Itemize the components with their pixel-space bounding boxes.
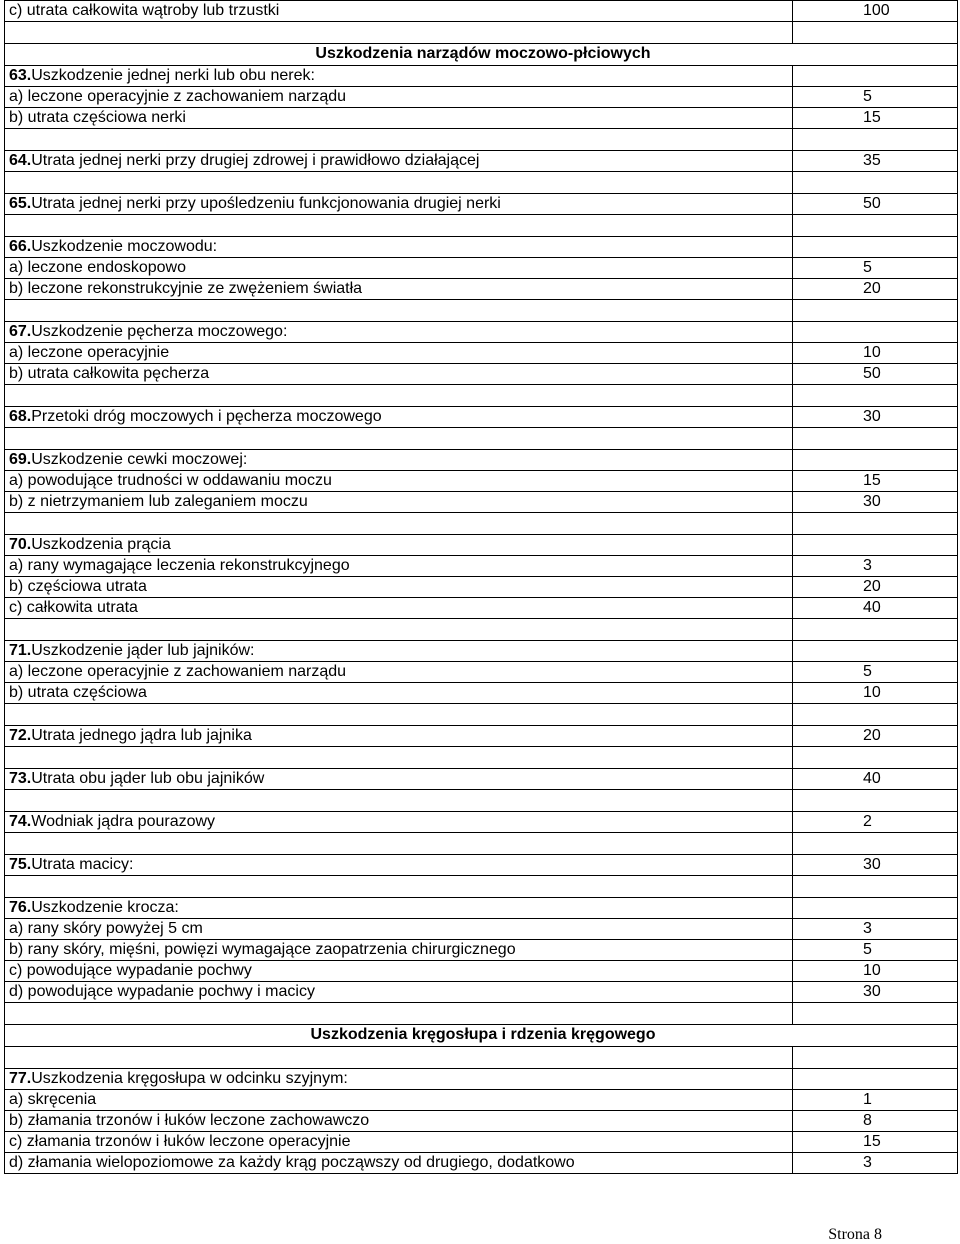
item-label	[5, 258, 793, 279]
percent-value: 20	[793, 726, 958, 747]
table-row	[5, 556, 958, 577]
table-row	[5, 898, 958, 919]
table-row	[5, 940, 958, 961]
table-row	[5, 1132, 958, 1153]
spacer-row	[5, 1047, 958, 1069]
spacer-row	[5, 1003, 958, 1025]
item-text: Utrata jednej nerki przy drugiej zdrowej i prawidłowo działającej	[31, 152, 480, 169]
empty-cell	[5, 22, 793, 44]
item-number: 69.	[9, 451, 32, 468]
percent-value: 10	[793, 343, 958, 364]
empty-cell	[5, 129, 793, 151]
table-row	[5, 108, 958, 129]
empty-cell	[793, 833, 958, 855]
empty-cell	[5, 619, 793, 641]
empty-cell	[793, 704, 958, 726]
table-row	[5, 471, 958, 492]
percent-value: 3	[793, 556, 958, 577]
percent-value: 30	[793, 492, 958, 513]
item-title	[5, 407, 793, 428]
item-text: Przetoki dróg moczowych i pęcherza moczowego	[31, 408, 382, 425]
item-label	[5, 577, 793, 598]
percent-value: 35	[793, 151, 958, 172]
percent-value	[793, 535, 958, 556]
spacer-row	[5, 747, 958, 769]
item-text: b) utrata częściowa	[9, 684, 147, 701]
item-number: 70.	[9, 536, 32, 553]
percent-value	[793, 898, 958, 919]
empty-cell	[5, 513, 793, 535]
item-title	[5, 855, 793, 876]
item-text: a) leczone operacyjnie z zachowaniem narządu	[9, 663, 347, 680]
item-label	[5, 471, 793, 492]
item-text: Uszkodzenie jednej nerki lub obu nerek:	[31, 67, 315, 84]
item-text: d) złamania wielopoziomowe za każdy krąg począwszy od drugiego, dodatkowo	[9, 1154, 575, 1171]
item-text: a) rany skóry powyżej 5 cm	[9, 920, 203, 937]
table-row	[5, 855, 958, 876]
empty-cell	[793, 428, 958, 450]
percent-value: 5	[793, 87, 958, 108]
empty-cell	[793, 300, 958, 322]
percent-value: 5	[793, 662, 958, 683]
item-text: a) powodujące trudności w oddawaniu moczu	[9, 472, 332, 489]
table-row	[5, 1, 958, 22]
item-text: Utrata jednego jądra lub jajnika	[31, 727, 252, 744]
item-text: b) złamania trzonów i łuków leczone zachowawczo	[9, 1112, 370, 1129]
percent-value: 3	[793, 919, 958, 940]
item-text: c) powodujące wypadanie pochwy	[9, 962, 252, 979]
item-label	[5, 1132, 793, 1153]
item-number: 71.	[9, 642, 32, 659]
table-row	[5, 1111, 958, 1132]
percent-value: 30	[793, 982, 958, 1003]
percent-value: 40	[793, 769, 958, 790]
item-label	[5, 662, 793, 683]
percent-value: 10	[793, 961, 958, 982]
item-text: Utrata macicy:	[31, 856, 134, 873]
item-label	[5, 1, 793, 22]
empty-cell	[5, 428, 793, 450]
item-label	[5, 919, 793, 940]
percent-value: 2	[793, 812, 958, 833]
item-text: Uszkodzenia kręgosłupa w odcinku szyjnym:	[31, 1070, 348, 1087]
item-label	[5, 108, 793, 129]
table-row	[5, 194, 958, 215]
item-text: b) utrata częściowa nerki	[9, 109, 186, 126]
table-row	[5, 662, 958, 683]
table-row	[5, 237, 958, 258]
section-header-row	[5, 1025, 958, 1047]
table-row	[5, 919, 958, 940]
item-label	[5, 556, 793, 577]
item-title	[5, 450, 793, 471]
item-number: 73.	[9, 770, 32, 787]
item-text: Uszkodzenia prącia	[31, 536, 171, 553]
percent-value	[793, 322, 958, 343]
section-header: Uszkodzenia narządów moczowo-płciowych	[5, 44, 958, 66]
item-number: 64.	[9, 152, 32, 169]
table-row	[5, 492, 958, 513]
item-label	[5, 982, 793, 1003]
percent-value: 5	[793, 940, 958, 961]
spacer-row	[5, 790, 958, 812]
empty-cell	[5, 876, 793, 898]
empty-cell	[5, 790, 793, 812]
item-text: Uszkodzenie pęcherza moczowego:	[31, 323, 288, 340]
empty-cell	[5, 1003, 793, 1025]
spacer-row	[5, 22, 958, 44]
item-number: 67.	[9, 323, 32, 340]
item-label	[5, 87, 793, 108]
item-text: b) utrata całkowita pęcherza	[9, 365, 210, 382]
spacer-row	[5, 385, 958, 407]
section-header: Uszkodzenia kręgosłupa i rdzenia kręgowego	[5, 1025, 958, 1047]
empty-cell	[5, 704, 793, 726]
table-row	[5, 683, 958, 704]
table-row	[5, 961, 958, 982]
table-row	[5, 279, 958, 300]
spacer-row	[5, 704, 958, 726]
percent-value: 50	[793, 194, 958, 215]
empty-cell	[793, 1047, 958, 1069]
percent-value	[793, 450, 958, 471]
item-label	[5, 364, 793, 385]
empty-cell	[793, 513, 958, 535]
percent-value	[793, 237, 958, 258]
spacer-row	[5, 172, 958, 194]
spacer-row	[5, 513, 958, 535]
percent-value: 1	[793, 1090, 958, 1111]
table-row	[5, 1090, 958, 1111]
item-title	[5, 641, 793, 662]
item-title	[5, 322, 793, 343]
percent-value: 15	[793, 1132, 958, 1153]
percent-value	[793, 641, 958, 662]
injury-table-body	[5, 1, 958, 1174]
item-title	[5, 898, 793, 919]
empty-cell	[5, 385, 793, 407]
table-row	[5, 66, 958, 87]
item-number: 65.	[9, 195, 32, 212]
empty-cell	[793, 876, 958, 898]
item-number: 76.	[9, 899, 32, 916]
empty-cell	[793, 172, 958, 194]
table-row	[5, 1153, 958, 1174]
table-row	[5, 769, 958, 790]
item-title	[5, 194, 793, 215]
item-label	[5, 940, 793, 961]
empty-cell	[793, 790, 958, 812]
empty-cell	[793, 747, 958, 769]
empty-cell	[793, 385, 958, 407]
empty-cell	[5, 1047, 793, 1069]
item-text: Uszkodzenie cewki moczowej:	[31, 451, 248, 468]
percent-value: 30	[793, 855, 958, 876]
table-row	[5, 1069, 958, 1090]
item-text: a) leczone operacyjnie	[9, 344, 170, 361]
item-title	[5, 66, 793, 87]
item-label	[5, 598, 793, 619]
table-row	[5, 151, 958, 172]
empty-cell	[5, 833, 793, 855]
item-label	[5, 279, 793, 300]
empty-cell	[793, 215, 958, 237]
item-text: c) całkowita utrata	[9, 599, 138, 616]
table-row	[5, 641, 958, 662]
item-title	[5, 1069, 793, 1090]
table-row	[5, 812, 958, 833]
item-number: 72.	[9, 727, 32, 744]
table-row	[5, 322, 958, 343]
item-text: d) powodujące wypadanie pochwy i macicy	[9, 983, 315, 1000]
empty-cell	[793, 129, 958, 151]
table-row	[5, 535, 958, 556]
percent-value: 3	[793, 1153, 958, 1174]
item-text: b) leczone rekonstrukcyjnie ze zwężeniem światła	[9, 280, 363, 297]
spacer-row	[5, 619, 958, 641]
percent-value: 15	[793, 471, 958, 492]
item-title	[5, 812, 793, 833]
percent-value: 5	[793, 258, 958, 279]
item-text: c) złamania trzonów i łuków leczone operacyjnie	[9, 1133, 351, 1150]
empty-cell	[793, 22, 958, 44]
item-text: Utrata jednej nerki przy upośledzeniu funkcjonowania drugiej nerki	[31, 195, 501, 212]
item-title	[5, 769, 793, 790]
percent-value: 15	[793, 108, 958, 129]
table-row	[5, 577, 958, 598]
item-text: Uszkodzenie jąder lub jajników:	[31, 642, 255, 659]
item-title	[5, 726, 793, 747]
table-row	[5, 87, 958, 108]
section-header-row	[5, 44, 958, 66]
table-row	[5, 450, 958, 471]
item-text: Wodniak jądra pourazowy	[31, 813, 216, 830]
spacer-row	[5, 833, 958, 855]
spacer-row	[5, 300, 958, 322]
percent-value: 20	[793, 279, 958, 300]
page-number: Strona 8	[828, 1226, 882, 1243]
item-text: a) leczone endoskopowo	[9, 259, 187, 276]
item-text: b) częściowa utrata	[9, 578, 147, 595]
percent-value	[793, 66, 958, 87]
empty-cell	[5, 215, 793, 237]
percent-value: 8	[793, 1111, 958, 1132]
item-text: Utrata obu jąder lub obu jajników	[31, 770, 265, 787]
empty-cell	[793, 619, 958, 641]
item-text: Uszkodzenie krocza:	[31, 899, 179, 916]
item-label	[5, 492, 793, 513]
item-text: a) rany wymagające leczenia rekonstrukcyjnego	[9, 557, 350, 574]
spacer-row	[5, 215, 958, 237]
item-text: b) z nietrzymaniem lub zaleganiem moczu	[9, 493, 308, 510]
table-row	[5, 258, 958, 279]
percent-value: 100	[793, 1, 958, 22]
table-row	[5, 407, 958, 428]
table-row	[5, 598, 958, 619]
item-label	[5, 343, 793, 364]
percent-value: 20	[793, 577, 958, 598]
item-title	[5, 535, 793, 556]
percent-value: 40	[793, 598, 958, 619]
item-text: a) skręcenia	[9, 1091, 97, 1108]
item-number: 77.	[9, 1070, 32, 1087]
empty-cell	[5, 172, 793, 194]
item-text: b) rany skóry, mięśni, powięzi wymagające zaopatrzenia chirurgicznego	[9, 941, 516, 958]
item-label	[5, 961, 793, 982]
percent-value: 30	[793, 407, 958, 428]
item-text: a) leczone operacyjnie z zachowaniem narządu	[9, 88, 347, 105]
item-title	[5, 237, 793, 258]
item-label	[5, 683, 793, 704]
empty-cell	[5, 300, 793, 322]
spacer-row	[5, 428, 958, 450]
empty-cell	[5, 747, 793, 769]
item-number: 68.	[9, 408, 32, 425]
item-label	[5, 1111, 793, 1132]
percent-value: 10	[793, 683, 958, 704]
table-row	[5, 726, 958, 747]
item-number: 63.	[9, 67, 32, 84]
item-text: c) utrata całkowita wątroby lub trzustki	[9, 2, 280, 19]
item-text: Uszkodzenie moczowodu:	[31, 238, 218, 255]
table-row	[5, 343, 958, 364]
table-row	[5, 982, 958, 1003]
percent-value	[793, 1069, 958, 1090]
table-row	[5, 364, 958, 385]
item-number: 66.	[9, 238, 32, 255]
item-number: 74.	[9, 813, 32, 830]
item-title	[5, 151, 793, 172]
injury-table	[4, 0, 958, 1174]
item-number: 75.	[9, 856, 32, 873]
spacer-row	[5, 876, 958, 898]
spacer-row	[5, 129, 958, 151]
item-label	[5, 1090, 793, 1111]
empty-cell	[793, 1003, 958, 1025]
percent-value: 50	[793, 364, 958, 385]
item-label	[5, 1153, 793, 1174]
